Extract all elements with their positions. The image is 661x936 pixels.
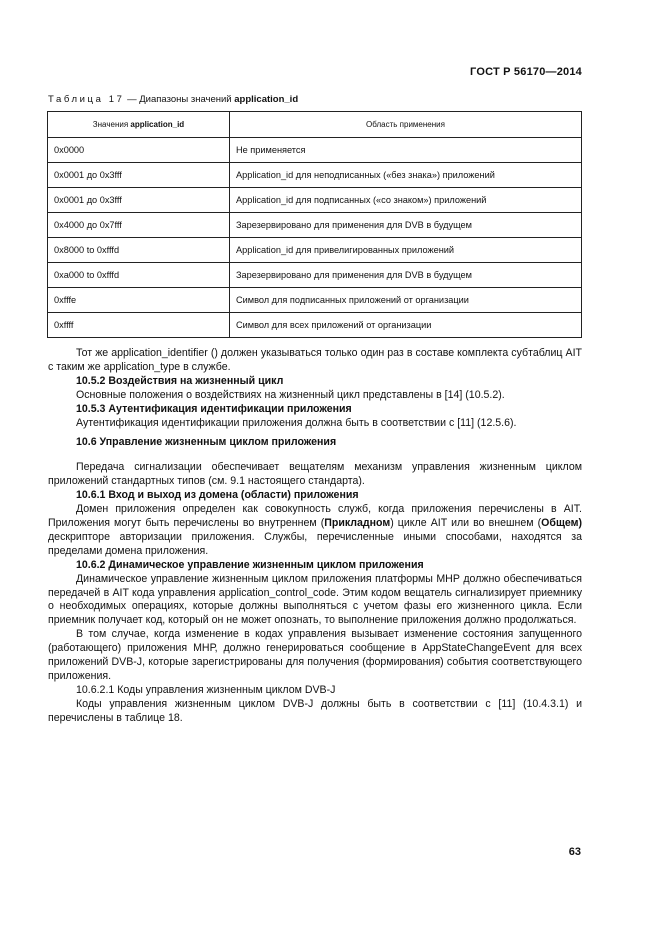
paragraph-part: Домен приложения определен как совокупность служб, когда приложения перечислены в AIT. Приложения могут быть перечислены во внутреннем ( <box>48 503 582 529</box>
ranges-table <box>47 111 582 338</box>
section-heading-10-5-2: 10.5.2 Воздействия на жизненный цикл <box>76 374 284 387</box>
body-text <box>48 347 582 726</box>
value-cell: 0xfffe <box>48 288 230 313</box>
table-caption-bold: application_id <box>234 94 299 105</box>
table-row <box>48 238 582 263</box>
value-cell: 0x0000 <box>48 138 230 163</box>
standard-number: ГОСТ Р 56170—2014 <box>470 66 582 78</box>
value-cell: 0x8000 to 0xfffd <box>48 238 230 263</box>
table-row <box>48 263 582 288</box>
paragraph-bold: Общем) <box>541 516 582 529</box>
column-header-scope: Область применения <box>230 112 582 138</box>
scope-cell: Application_id для подписанных («со знаком») приложений <box>230 188 582 213</box>
table-row <box>48 163 582 188</box>
value-cell: 0xffff <box>48 313 230 338</box>
column-header-values-bold: application_id <box>130 120 185 129</box>
paragraph-part: ) цикле AIT или во внешнем ( <box>390 516 542 529</box>
scope-cell: Символ для подписанных приложений от организации <box>230 288 582 313</box>
value-cell: 0xa000 to 0xfffd <box>48 263 230 288</box>
table-row <box>48 288 582 313</box>
paragraph: Коды управления жизненным циклом DVB-J должны быть в соответствии с [11] (10.4.3.1) и перечислены в таблице 18. <box>48 697 582 724</box>
scope-cell: Зарезервировано для применения для DVB в будущем <box>230 213 582 238</box>
column-header-values-prefix: Значения <box>92 120 131 129</box>
column-header-values <box>48 112 230 138</box>
paragraph-bold: Прикладном <box>324 516 391 529</box>
section-heading-10-5-3: 10.5.3 Аутентификация идентификации приложения <box>76 402 352 415</box>
section-heading-10-6-2: 10.6.2 Динамическое управление жизненным циклом приложения <box>76 558 424 571</box>
table-row <box>48 188 582 213</box>
table-row <box>48 313 582 338</box>
scope-cell: Application_id для привелигированных приложений <box>230 238 582 263</box>
table-caption-prefix: Таблица 17 <box>48 94 125 105</box>
value-cell: 0x0001 до 0x3fff <box>48 188 230 213</box>
table-row <box>48 138 582 163</box>
section-heading-10-6-1: 10.6.1 Вход и выход из домена (области) приложения <box>76 489 359 502</box>
value-cell: 0x4000 до 0x7fff <box>48 213 230 238</box>
scope-cell: Символ для всех приложений от организации <box>230 313 582 338</box>
value-cell: 0x0001 до 0x3fff <box>48 163 230 188</box>
section-heading-10-6: 10.6 Управление жизненным циклом приложения <box>76 436 337 449</box>
scope-cell: Application_id для неподписанных («без знака») приложений <box>230 163 582 188</box>
paragraph: В том случае, когда изменение в кодах управления вызывает изменение состояния запущенного (работающего) приложения МНР, должно генерироваться сообщение в AppStateChangeEvent для всех приложений DVB-J, которые зарегистрированы для получения (формирования) события соответствующего приложения. <box>48 628 582 682</box>
paragraph: Тот же application_identifier () должен указываться только один раз в составе комплекта субтаблиц AIT с таким же application_type в службе. <box>48 347 582 373</box>
scope-cell: Зарезервировано для применения для DVB в будущем <box>230 263 582 288</box>
table-row <box>48 213 582 238</box>
table-caption <box>48 94 298 105</box>
paragraph <box>48 503 582 559</box>
paragraph-part: дескрипторе авторизации приложения. Службы, перечисленные иными способами, находятся за пределами домена приложения. <box>48 530 582 557</box>
scope-cell: Не применяется <box>230 138 582 163</box>
table-header-row <box>48 112 582 138</box>
paragraph: Основные положения о воздействиях на жизненный цикл представлены в [14] (10.5.2). <box>76 388 505 401</box>
paragraph: Аутентификация идентификации приложения должна быть в соответствии с [11] (12.5.6). <box>76 416 517 429</box>
subsection-heading-10-6-2-1: 10.6.2.1 Коды управления жизненным циклом DVB-J <box>76 683 336 696</box>
paragraph: Динамическое управление жизненным циклом приложения платформы МНР должно обеспечиваться передачей в AIT кода управления application_control_code. Этим кодом вещатель сигнализирует приемнику о необходимых операциях, которые должны выполняться с учетом фазы его жизненного цикла. Если приемник получает код, который он не может опознать, то выполнение приложения должно продолжаться. <box>48 572 582 627</box>
paragraph: Передача сигнализации обеспечивает вещателям механизм управления жизненным циклом приложений стандартных типов (см. 9.1 настоящего стандарта). <box>48 461 582 488</box>
page-number: 63 <box>568 846 581 858</box>
table-caption-text: — Диапазоны значений <box>124 94 235 105</box>
